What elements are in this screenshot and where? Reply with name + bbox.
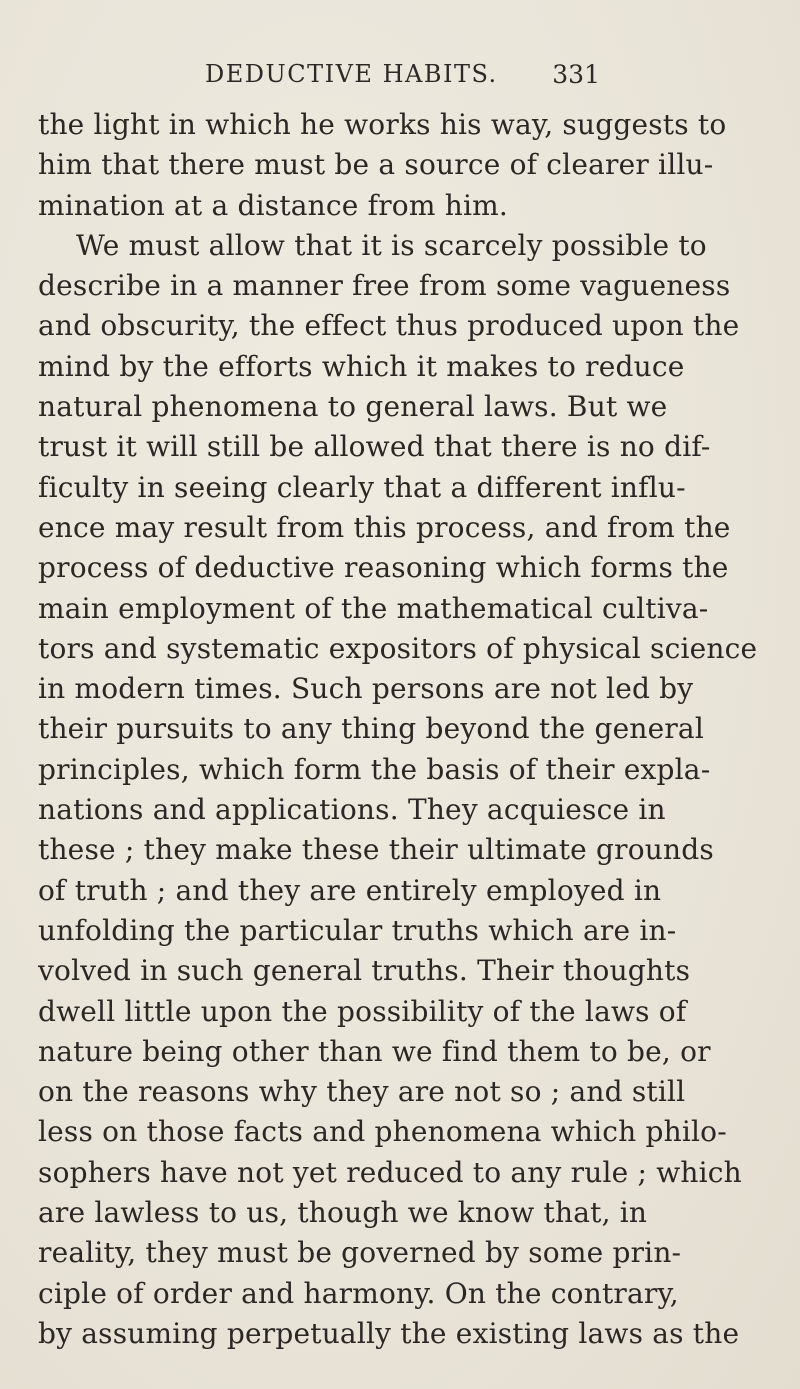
text-line: these ; they make these their ultimate grounds bbox=[38, 833, 714, 867]
text-line: sophers have not yet reduced to any rule ; which bbox=[38, 1155, 742, 1189]
text-line: in modern times. Such persons are not led by bbox=[38, 672, 694, 706]
text-line: their pursuits to any thing beyond the general bbox=[38, 712, 704, 746]
text-line: principles, which form the basis of their expla- bbox=[38, 752, 711, 786]
text-line: and obscurity, the effect thus produced upon the bbox=[38, 309, 740, 343]
running-head: DEDUCTIVE HABITS. bbox=[205, 60, 498, 88]
text-line: of truth ; and they are entirely employed in bbox=[38, 873, 662, 907]
text-line: ciple of order and harmony. On the contrary, bbox=[38, 1276, 679, 1310]
text-line: ence may result from this process, and from the bbox=[38, 510, 731, 544]
text-line: process of deductive reasoning which forms the bbox=[38, 551, 729, 585]
text-line: tors and systematic expositors of physical science bbox=[38, 631, 758, 665]
text-line: less on those facts and phenomena which philo- bbox=[38, 1115, 727, 1149]
text-line: unfolding the particular truths which are in- bbox=[38, 913, 677, 947]
text-line: are lawless to us, though we know that, in bbox=[38, 1196, 648, 1230]
text-line: ficulty in seeing clearly that a different influ- bbox=[38, 470, 686, 504]
text-line: dwell little upon the possibility of the laws of bbox=[38, 994, 687, 1028]
text-line: reality, they must be governed by some prin- bbox=[38, 1236, 682, 1270]
text-line: nations and applications. They acquiesce in bbox=[38, 793, 666, 827]
text-line: by assuming perpetually the existing laws as the bbox=[38, 1316, 740, 1350]
text-line: the light in which he works his way, suggests to bbox=[38, 108, 727, 141]
page-number: 331 bbox=[552, 60, 600, 89]
text-line: mind by the efforts which it makes to reduce bbox=[38, 349, 685, 383]
text-line: him that there must be a source of clearer illu- bbox=[38, 148, 714, 182]
text-line: on the reasons why they are not so ; and still bbox=[38, 1075, 686, 1109]
text-line: describe in a manner free from some vagueness bbox=[38, 269, 731, 303]
text-line: trust it will still be allowed that there is no dif- bbox=[38, 430, 711, 464]
paragraph-first-line: We must allow that it is scarcely possible to bbox=[76, 228, 707, 262]
text-line: mination at a distance from him. bbox=[38, 188, 508, 222]
text-line: nature being other than we find them to be, or bbox=[38, 1034, 711, 1068]
text-line: volved in such general truths. Their thoughts bbox=[38, 954, 691, 988]
text-line: main employment of the mathematical cultiva- bbox=[38, 591, 709, 625]
body-text bbox=[38, 105, 758, 1354]
text-line: natural phenomena to general laws. But we bbox=[38, 390, 668, 424]
page-header bbox=[205, 60, 600, 96]
